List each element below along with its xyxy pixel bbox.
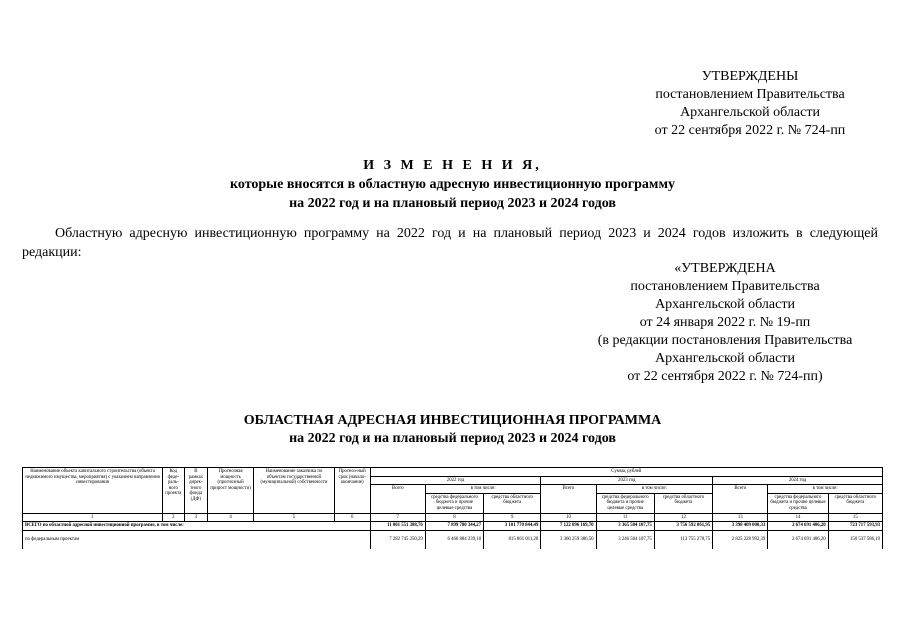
table-row-total [23,522,883,531]
column-index: 15 [828,513,882,522]
header-regional-funds: средства областного бюджета [828,493,882,513]
column-index: 14 [768,513,828,522]
header-including: в том числе: [768,485,883,494]
header-federal-funds: средства федерального бюджета и прочие целевые средства [596,493,654,513]
column-index: 4 [208,513,254,522]
row-label: ВСЕГО по областной адресной инвестиционной программе, в том числе: [23,522,371,531]
program-heading: ОБЛАСТНАЯ АДРЕСНАЯ ИНВЕСТИЦИОННАЯ ПРОГРАММА [243,413,662,428]
header-total: Всего [541,485,596,513]
cell-2024-federal: 2 674 691 406,20 [768,522,828,531]
header-sum: Сумма, рублей [370,468,882,477]
intro-paragraph: Областную адресную инвестиционную программу на 2022 год и на плановый период 2023 и 2024 годов изложить в следующей редакции: [22,226,878,260]
column-index: 10 [541,513,596,522]
header-object-name: Наименование объекта капитального строительства (объекта недвижимого имущества, мероприятия) с указанием направления инвестирования [23,468,163,514]
column-index: 11 [596,513,654,522]
approval-line: Архангельской области [655,351,795,366]
cell-2023-federal: 3 246 504 107,75 [596,530,654,549]
cell-2023-total: 3 360 259 386,50 [541,530,596,549]
approval-line: постановлением Правительства [630,279,820,294]
header-year-2022: 2022 год [370,476,541,485]
column-index: 8 [425,513,483,522]
changes-subheading: на 2022 год и на плановый период 2023 и 2024 годов [289,196,616,211]
cell-2022-total: 11 001 551 388,76 [370,522,425,531]
column-index: 3 [184,513,208,522]
program-subheading: на 2022 год и на плановый период 2023 и 2024 годов [289,431,616,446]
column-index: 5 [254,513,335,522]
table-row-federal-projects [23,530,883,549]
approval-stamp [600,68,900,140]
column-index-row [23,513,883,522]
changes-heading: И З М Е Н Е Н И Я, [363,158,542,173]
changes-subheading: которые вносятся в областную адресную инвестиционную программу [230,177,675,192]
column-index: 9 [484,513,541,522]
header-year-2024: 2024 год [713,476,883,485]
program-table [22,467,883,549]
approval-line: постановлением Правительства [655,87,845,102]
cell-2023-total: 7 122 096 169,70 [541,522,596,531]
column-index: 6 [334,513,370,522]
cell-2023-regional: 3 756 592 061,95 [654,522,712,531]
header-regional-funds: средства областного бюджета [654,493,712,513]
cell-2022-federal: 6 466 884 239,10 [425,530,483,549]
header-federal-funds: средства федерального бюджета и прочие целевые средства [425,493,483,513]
cell-2022-regional: 3 101 770 844,49 [484,522,541,531]
cell-2023-federal: 3 365 504 107,75 [596,522,654,531]
cell-2024-regional: 150 537 586,19 [828,530,882,549]
header-total: Всего [370,485,425,513]
approval-line: Архангельской области [680,105,820,120]
cell-2024-federal: 2 674 691 406,20 [768,530,828,549]
approval-edition-stamp [560,260,890,386]
approval-line: от 24 января 2022 г. № 19-пп [639,315,811,330]
header-road-fund: В рамках дирек-тного фонда (ДФ) [184,468,208,514]
row-label: по федеральным проектам [23,530,371,549]
column-index: 13 [713,513,768,522]
approval-line: УТВЕРЖДЕНЫ [701,69,799,84]
header-total: Всего [713,485,768,513]
approval-line: от 22 сентября 2022 г. № 724-пп) [627,369,823,384]
column-index: 12 [654,513,712,522]
header-including: в том числе: [425,485,541,494]
approval-line: от 22 сентября 2022 г. № 724-пп [654,123,846,138]
header-federal-project-code: Код феде-раль-ного проекта [163,468,184,514]
header-federal-funds: средства федерального бюджета и прочие целевые средства [768,493,828,513]
header-term: Прогноз-ный срок (начало-окончание) [334,468,370,514]
column-index: 7 [370,513,425,522]
approval-line: «УТВЕРЖДЕНА [674,261,776,276]
cell-2022-regional: 815 861 011,20 [484,530,541,549]
header-customer: Наименование заказчика по объектам государственной (муниципальной) собственности [254,468,335,514]
header-capacity: Прогнозная мощность (прогнозный прирост мощности) [208,468,254,514]
program-title [180,412,725,448]
header-regional-funds: средства областного бюджета [484,493,541,513]
cell-2022-total: 7 282 745 250,29 [370,530,425,549]
column-index: 2 [163,513,184,522]
column-index: 1 [23,513,163,522]
cell-2022-federal: 7 899 780 344,27 [425,522,483,531]
cell-2024-regional: 723 717 593,93 [828,522,882,531]
changes-title [180,156,725,213]
approval-line: Архангельской области [655,297,795,312]
cell-2023-regional: 113 755 278,75 [654,530,712,549]
approval-line: (в редакции постановления Правительства [597,333,853,348]
cell-2024-total: 2 825 228 992,39 [713,530,768,549]
header-including: в том числе: [596,485,713,494]
header-year-2023: 2023 год [541,476,713,485]
cell-2024-total: 3 398 409 000,33 [713,522,768,531]
